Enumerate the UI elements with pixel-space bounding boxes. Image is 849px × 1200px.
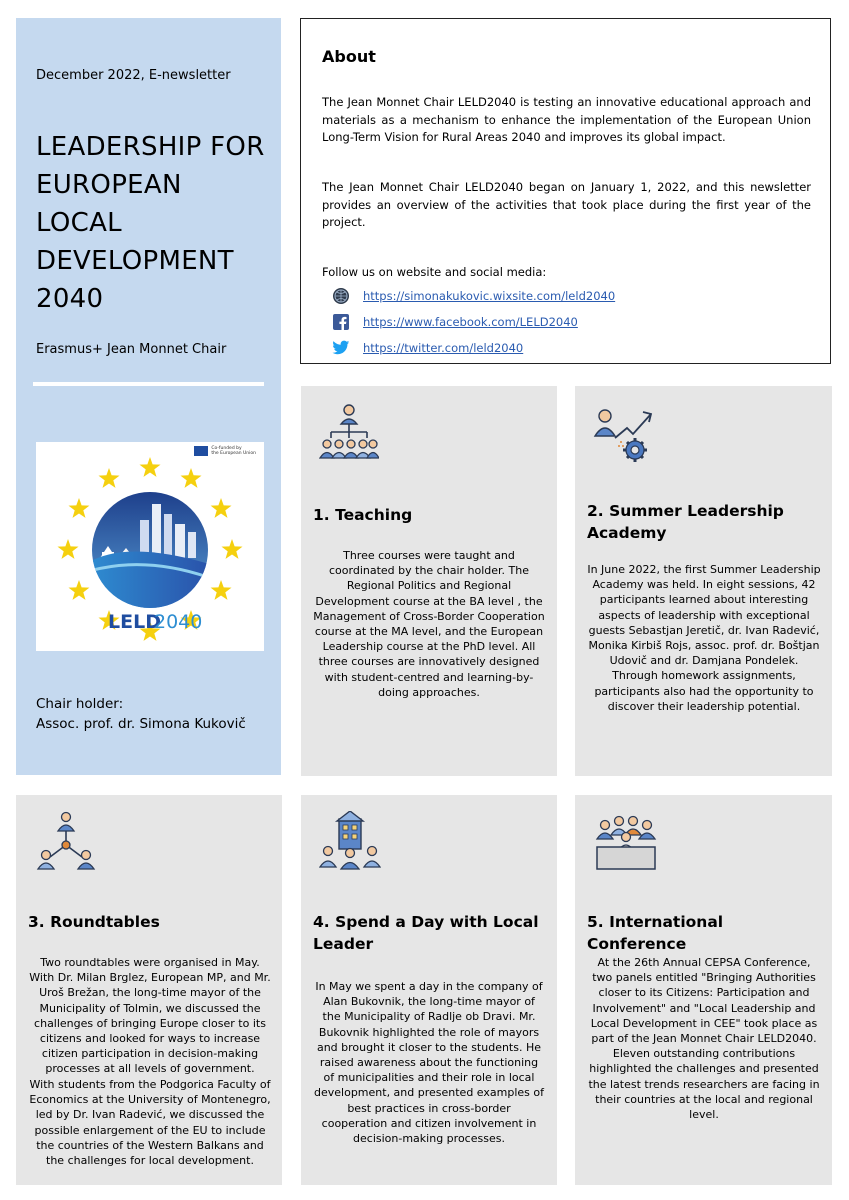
conference-heading: 5. International Conference [587,913,724,953]
logo-wordmark-prefix: LELD [108,611,161,633]
about-heading: About [322,47,376,66]
eu-star-icon [69,498,90,518]
conference-icon [595,811,657,873]
eu-star-icon [211,498,232,518]
local-leader-body: In May we spent a day in the company of Alan Bukovnik, the long-time mayor of the Municipality of Radlje ob Dravi. Mr. Bukovnik highlighted the role of mayors and brought it closer to the students. He raised awareness about the functioning of municipalities and their role in local development, and presented examples of best practices in cross-border cooperation and citizen involvement in decision-making processes. [314,980,544,1146]
conference-card [575,795,832,1185]
teaching-heading: 1. Teaching [313,506,413,524]
about-paragraph-2: The Jean Monnet Chair LELD2040 began on January 1, 2022, and this newsletter provides an overview of the activities that took place during the first year of the project. [322,180,811,229]
social-links [331,283,615,361]
logo-wordmark-suffix: 2040 [154,611,203,633]
summer-academy-body: In June 2022, the first Summer Leadership Academy was held. In eight sessions, 42 participants learned about interesting aspects of leadership with exceptional guests Sebastjan Jeretič, dr. Ivan Radević, Monika Kirbiš Rojs, assoc. prof. dr. Boštjan Udovič and dr. Damjana Pondelek. Through homework assignments, participants also had the opportunity to discover their leadership potential. [587,563,821,713]
newsletter-title: LEADERSHIP FOR EUROPEAN LOCAL DEVELOPMENT 2040 [36,132,265,314]
summer-academy-heading: 2. Summer Leadership Academy [587,502,784,542]
eu-star-icon [222,539,243,559]
eu-star-icon [211,580,232,600]
hierarchy-icon [319,402,379,462]
eu-star-icon [99,468,120,488]
growth-gear-icon [593,402,655,464]
globe-icon [331,286,351,306]
sidebar-divider [33,382,264,386]
facebook-icon [331,312,351,332]
facebook-link[interactable]: https://www.facebook.com/LELD2040 [363,315,578,329]
logo-emblem-icon [36,442,264,651]
eu-star-icon [58,539,79,559]
twitter-link[interactable]: https://twitter.com/leld2040 [363,341,524,355]
eu-star-icon [140,457,161,477]
about-section [300,18,831,364]
sidebar-panel [16,18,281,775]
eu-star-icon [69,580,90,600]
summer-academy-card [575,386,832,776]
local-leader-card [301,795,557,1185]
network-people-icon [36,811,98,873]
teaching-card [301,386,557,776]
eu-badge-line2: the European Union [211,451,256,456]
roundtables-card [16,795,282,1185]
facebook-link-row [331,309,615,335]
twitter-link-row [331,335,615,361]
chair-holder [36,694,246,734]
teaching-body: Three courses were taught and coordinated by the chair holder. The Regional Politics and Regional Development course at the BA level , the Management of Cross-Border Cooperation course at the MA level, and the European Leadership course at the PhD level. All three courses are innovatively designed with student-centred and learning-by-doing approaches. [313,549,545,699]
roundtables-body-2: With students from the Podgorica Faculty of Economics at the University of Montenegro, led by Dr. Ivan Radević, we discussed the possible enlargement of the EU to include the countries of the Western Balkans and the challenges for local development. [29,1078,271,1168]
roundtables-body-1: Two roundtables were organised in May. With Dr. Milan Brglez, European MP, and Mr. Uroš Brežan, the long-time mayor of the Municipality of Tolmin, we discussed the challenges of bringing Europe closer to its citizens and looked for ways to increase citizen participation in decision-making processes at all levels of government. [29,956,271,1076]
chair-holder-label: Chair holder: [36,696,124,712]
follow-us-label: Follow us on website and social media: [322,265,547,279]
website-link[interactable]: https://simonakukovic.wixsite.com/leld2040 [363,289,616,303]
conference-body: At the 26th Annual CEPSA Conference, two panels entitled "Bringing Authorities closer to its Citizens: Participation and Involvement" and "Local Leadership and Local Development in CEE" took place as part of the Jean Monnet Chair LELD2040. Eleven outstanding contributions highlighted the challenges and presented the latest trends researchers are facing in their countries at the local and regional level. [588,956,820,1122]
building-people-icon [319,811,381,873]
eu-star-icon [181,468,202,488]
newsletter-date: December 2022, E-newsletter [36,68,231,83]
twitter-icon [331,338,351,358]
about-paragraph-1: The Jean Monnet Chair LELD2040 is testing an innovative educational approach and materials as a mechanism to enhance the implementation of the European Union Long-Term Vision for Rural Areas 2040 and improves its global impact. [322,95,811,144]
chair-holder-name: Assoc. prof. dr. Simona Kukovič [36,716,246,732]
eu-badge-line1: Co-funded by [211,446,242,451]
leld-logo [36,442,264,651]
newsletter-subtitle: Erasmus+ Jean Monnet Chair [36,342,227,357]
roundtables-heading: 3. Roundtables [28,913,160,931]
website-link-row [331,283,615,309]
local-leader-heading: 4. Spend a Day with Local Leader [313,913,539,953]
